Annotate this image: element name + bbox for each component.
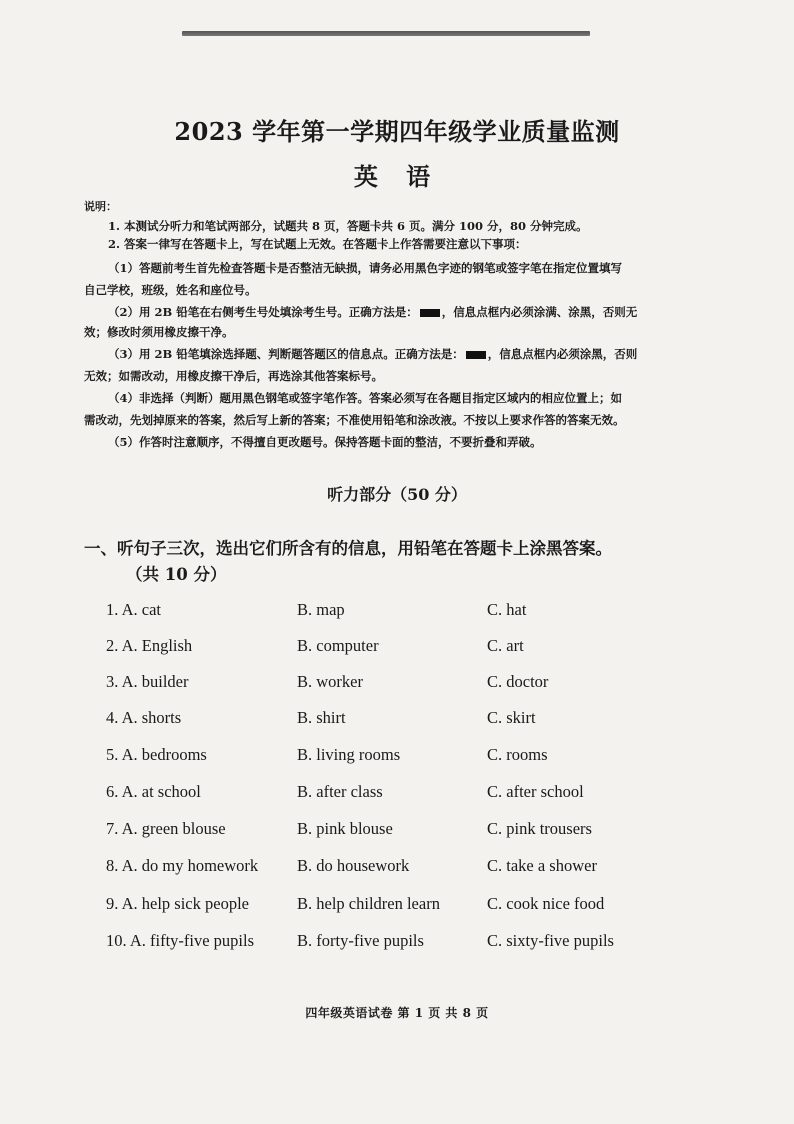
page-footer: 四年级英语试卷 第 1 页 共 8 页 bbox=[305, 1006, 489, 1020]
question-row bbox=[0, 856, 794, 884]
notes-heading: 说明： bbox=[84, 200, 117, 213]
section-title: 听力部分（50 分） bbox=[327, 485, 467, 504]
option-a: 4. A. shorts bbox=[106, 708, 182, 727]
filled-mark-example-icon bbox=[420, 309, 440, 317]
option-c: C. rooms bbox=[487, 745, 548, 764]
option-c: C. doctor bbox=[487, 672, 549, 691]
question-row bbox=[0, 819, 794, 847]
question-score: （共 10 分） bbox=[126, 565, 227, 584]
option-a: 3. A. builder bbox=[106, 672, 189, 691]
option-a: 6. A. at school bbox=[106, 782, 201, 801]
option-b: B. worker bbox=[297, 672, 363, 691]
option-b: B. do housework bbox=[297, 856, 410, 875]
question-row bbox=[0, 931, 794, 959]
option-b: B. help children learn bbox=[297, 894, 440, 913]
option-b: B. living rooms bbox=[297, 745, 401, 764]
question-row bbox=[0, 894, 794, 922]
option-b: B. after class bbox=[297, 782, 383, 801]
question-instruction: 一、听句子三次，选出它们所含有的信息，用铅笔在答题卡上涂黑答案。 bbox=[84, 539, 612, 558]
option-a: 10. A. fifty-five pupils bbox=[106, 931, 255, 950]
option-c: C. take a shower bbox=[487, 856, 597, 875]
option-a: 7. A. green blouse bbox=[106, 819, 226, 838]
option-a: 1. A. cat bbox=[106, 600, 161, 619]
option-c: C. skirt bbox=[487, 708, 536, 727]
note-2: 2. 答案一律写在答题卡上，写在试题上无效。在答题卡上作答需要注意以下事项： bbox=[108, 237, 527, 251]
note-6-line-2: 需改动，先划掉原来的答案，然后写上新的答案；不准使用铅笔和涂改液。不按以上要求作答的答案无效。 bbox=[84, 413, 625, 427]
option-c: C. after school bbox=[487, 782, 584, 801]
option-a: 2. A. English bbox=[106, 636, 193, 655]
note-7: （5）作答时注意顺序，不得擅自更改题号。保持答题卡面的整洁，不要折叠和弄破。 bbox=[108, 435, 542, 449]
note-1: 1. 本测试分听力和笔试两部分，试题共 8 页，答题卡共 6 页。满分 100 分，80 分钟完成。 bbox=[108, 219, 588, 233]
option-b: B. map bbox=[297, 600, 345, 619]
option-c: C. hat bbox=[487, 600, 527, 619]
note-3-line-2: 自己学校，班级，姓名和座位号。 bbox=[84, 283, 257, 297]
filled-mark-example-icon bbox=[466, 351, 486, 359]
question-row bbox=[0, 600, 794, 628]
exam-title: 2023 学年第一学期四年级学业质量监测 bbox=[174, 117, 620, 146]
option-c: C. art bbox=[487, 636, 524, 655]
note-4-text-start: （2）用 2B 铅笔在右侧考生号处填涂考生号。正确方法是： bbox=[108, 305, 418, 319]
subject-title: 英 语 bbox=[353, 162, 441, 191]
note-5-line-2: 无效；如需改动，用橡皮擦干净后，再选涂其他答案标号。 bbox=[84, 369, 383, 383]
note-5-text-start: （3）用 2B 铅笔填涂选择题、判断题答题区的信息点。正确方法是： bbox=[108, 347, 464, 361]
note-6-line-1: （4）非选择（判断）题用黑色钢笔或签字笔作答。答案必须写在各题目指定区域内的相应位置上；如 bbox=[108, 391, 622, 405]
option-a: 5. A. bedrooms bbox=[106, 745, 207, 764]
question-row bbox=[0, 782, 794, 810]
option-a: 9. A. help sick people bbox=[106, 894, 249, 913]
option-a: 8. A. do my homework bbox=[106, 856, 259, 875]
option-c: C. cook nice food bbox=[487, 894, 605, 913]
option-b: B. computer bbox=[297, 636, 379, 655]
question-row bbox=[0, 636, 794, 664]
note-4-text-end: ，信息点框内必须涂满、涂黑，否则无 bbox=[441, 305, 638, 319]
question-row bbox=[0, 672, 794, 700]
option-b: B. forty-five pupils bbox=[297, 931, 424, 950]
top-edge-bar bbox=[182, 31, 590, 36]
note-5-line-1 bbox=[108, 348, 637, 361]
note-3-line-1: （1）答题前考生首先检查答题卡是否整洁无缺损，请务必用黑色字迹的钢笔或签字笔在指定位置填写 bbox=[108, 261, 622, 275]
option-b: B. pink blouse bbox=[297, 819, 393, 838]
note-4-line-1 bbox=[108, 306, 637, 319]
option-b: B. shirt bbox=[297, 708, 346, 727]
question-row bbox=[0, 708, 794, 736]
note-5-text-end: ，信息点框内必须涂黑，否则 bbox=[487, 347, 638, 361]
note-4-line-2: 效；修改时须用橡皮擦干净。 bbox=[84, 325, 234, 339]
option-c: C. pink trousers bbox=[487, 819, 592, 838]
option-c: C. sixty-five pupils bbox=[487, 931, 614, 950]
question-row bbox=[0, 745, 794, 773]
